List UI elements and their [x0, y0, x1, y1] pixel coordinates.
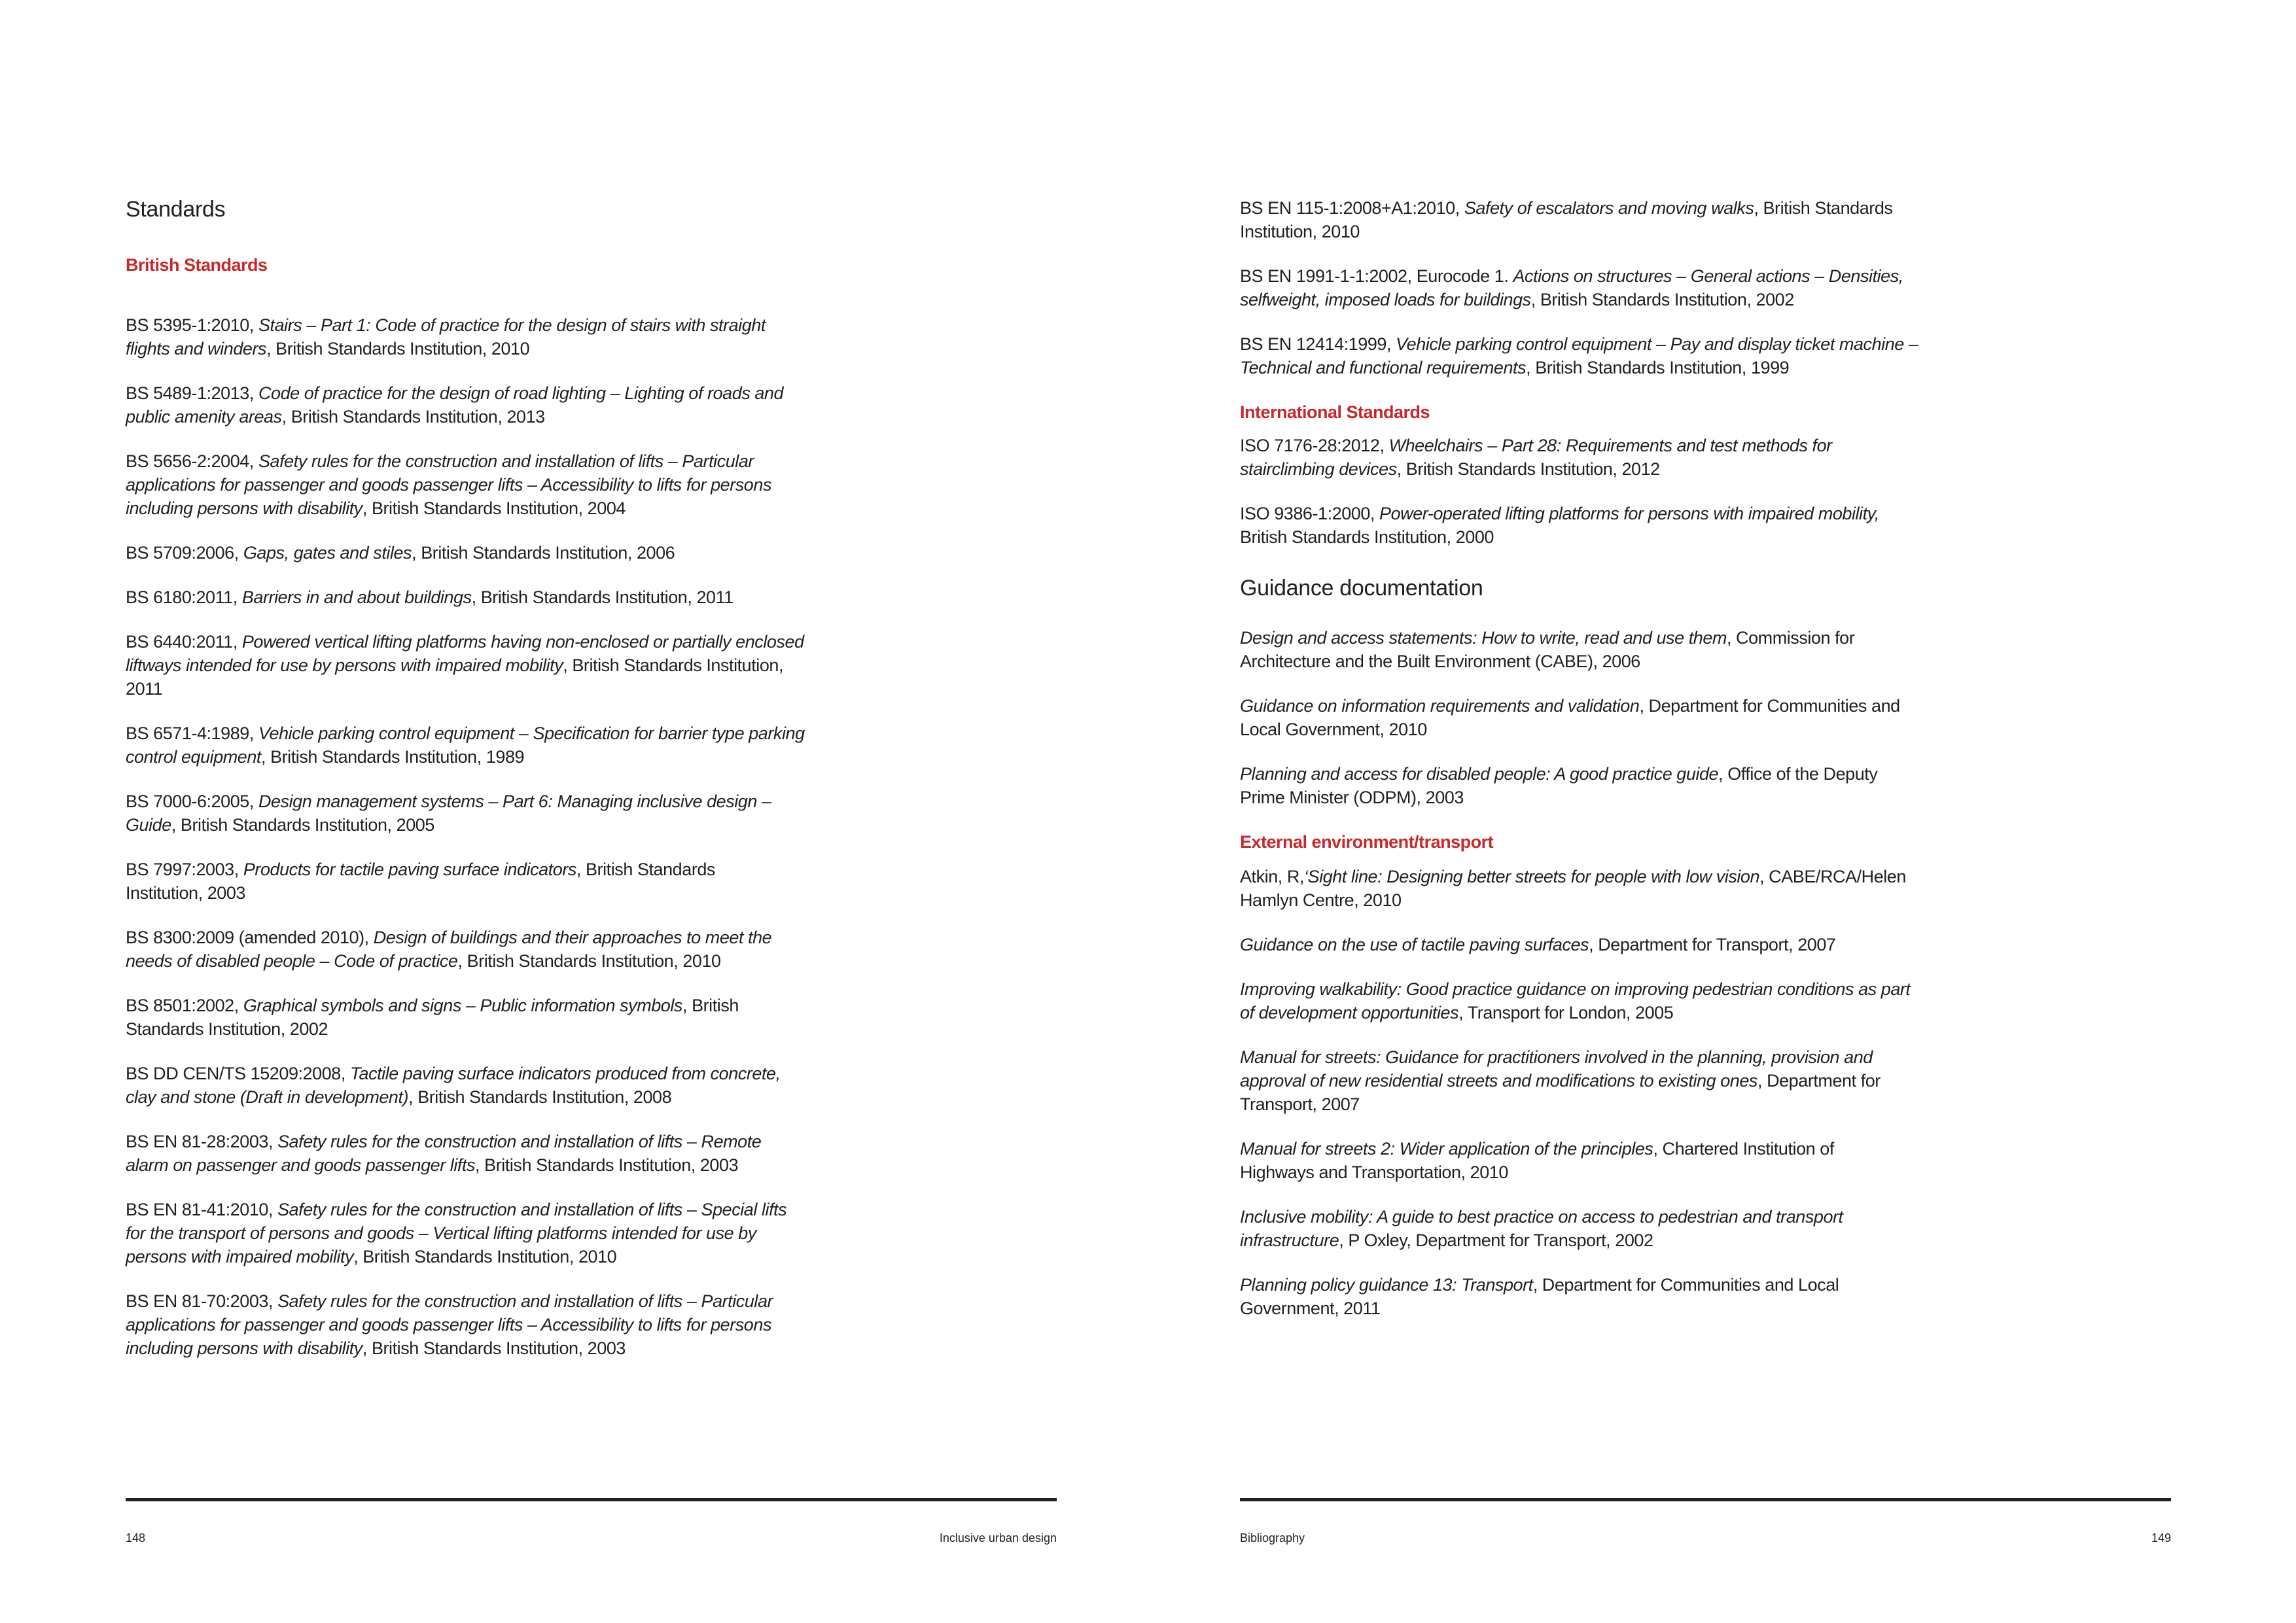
entry-line — [1240, 718, 2156, 741]
entry-line — [126, 1198, 1042, 1221]
entry-line — [126, 313, 1042, 337]
entry-line — [1240, 1297, 2156, 1320]
entry-text: BS 8501:2002, — [126, 996, 243, 1015]
international-standards-list — [1240, 434, 2156, 549]
entry-text: BS EN 115-1:2008+A1:2010, — [1240, 198, 1464, 218]
entry-title-italic: liftways intended for use by persons with impaired mobility — [126, 655, 563, 675]
entry-title-italic: applications for passenger and goods passenger lifts – Accessibility to lifts for persons — [126, 1315, 771, 1335]
entry-title-italic: Safety rules for the construction and installation of lifts – Special lifts — [277, 1200, 787, 1219]
entry-line — [126, 337, 1042, 360]
entry-line — [1240, 694, 2156, 718]
bibliography-entry — [1240, 977, 2156, 1024]
entry-line — [1240, 220, 2156, 243]
entry-text: , Department for Communities and — [1639, 696, 1900, 716]
entry-text: , British Standards Institution, 1989 — [260, 747, 525, 767]
entry-line — [126, 813, 1042, 837]
entry-text: , British Standards Institution, 2003 — [475, 1155, 739, 1175]
entry-line — [126, 1085, 1042, 1109]
entry-title-italic: Design of buildings and their approaches to meet the — [373, 928, 772, 947]
external-environment-list — [1240, 865, 2156, 1320]
entry-line — [1240, 264, 2156, 288]
entry-text: , British Standards Institution, 2010 — [353, 1247, 617, 1266]
entry-title-italic: Guide — [126, 815, 171, 835]
entry-line — [126, 1130, 1042, 1153]
entry-title-italic: Safety rules for the construction and installation of lifts – Remote — [277, 1132, 762, 1151]
entry-title-italic: Guidance on information requirements and validation — [1240, 696, 1640, 716]
entry-title-italic: Powered vertical lifting platforms having non-enclosed or partially enclosed — [241, 632, 804, 652]
entry-title-italic: clay and stone (Draft in development) — [126, 1087, 409, 1107]
entry-text: , Commission for — [1726, 628, 1855, 648]
entry-text: , Department for Communities and Local — [1532, 1275, 1839, 1295]
entry-line — [1240, 356, 2156, 379]
entry-title-italic: Code of practice for the design of road lighting – Lighting of roads and — [258, 383, 784, 403]
entry-title-italic: Manual for streets: Guidance for practitioners involved in the planning, provision and — [1240, 1047, 1873, 1067]
entry-title-italic: Products for tactile paving surface indicators — [243, 860, 576, 879]
entry-text: , British Standards Institution, 2008 — [408, 1087, 672, 1107]
entry-line — [126, 473, 1042, 497]
entry-title-italic: including persons with disability — [126, 1338, 362, 1358]
entry-text: BS EN 81-28:2003, — [126, 1132, 278, 1151]
entry-text: ISO 7176-28:2012, — [1240, 436, 1389, 455]
entry-line — [126, 630, 1042, 654]
entry-title-italic: Vehicle parking control equipment – Specification for barrier type parking — [258, 724, 805, 743]
entry-line — [126, 994, 1042, 1017]
entry-text: , British Standards — [1754, 198, 1893, 218]
bibliography-entry — [1240, 502, 2156, 549]
entry-text: Prime Minister (ODPM), 2003 — [1240, 788, 1464, 807]
bibliography-entry — [126, 449, 1042, 520]
footer-rule — [126, 1498, 1057, 1501]
running-footer-title: Inclusive urban design — [939, 1531, 1057, 1544]
entry-title-italic: Stairs – Part 1: Code of practice for the design of stairs with straight — [258, 315, 766, 335]
entry-title-italic: Improving walkability: Good practice guidance on improving pedestrian conditions as part — [1240, 979, 1911, 999]
entry-line — [126, 790, 1042, 813]
bibliography-entry — [126, 1062, 1042, 1109]
entry-text: , CABE/RCA/Helen — [1759, 867, 1906, 886]
entry-title-italic: flights and winders — [126, 339, 267, 358]
entry-text: BS 7997:2003, — [126, 860, 243, 879]
entry-line — [1240, 502, 2156, 525]
entry-line — [1240, 888, 2156, 912]
bibliography-entry — [1240, 865, 2156, 912]
entry-text: , Department for — [1757, 1071, 1881, 1091]
entry-line — [1240, 525, 2156, 549]
bibliography-entry — [1240, 1273, 2156, 1320]
entry-line — [1240, 1229, 2156, 1252]
entry-text: Institution, 2010 — [1240, 222, 1360, 241]
entry-title-italic: Inclusive mobility: A guide to best practice on access to pedestrian and transport — [1240, 1207, 1843, 1227]
entry-line — [126, 1221, 1042, 1245]
entry-title-italic: persons with impaired mobility — [126, 1247, 354, 1266]
entry-line — [126, 541, 1042, 565]
entry-line — [1240, 288, 2156, 311]
entry-line — [126, 1289, 1042, 1313]
entry-title-italic: Planning and access for disabled people: A good practice guide — [1240, 764, 1719, 784]
entry-text: Architecture and the Built Environment (CABE), 2006 — [1240, 652, 1640, 671]
bibliography-entry — [1240, 626, 2156, 673]
bibliography-entry — [126, 722, 1042, 769]
entry-line — [1240, 762, 2156, 786]
entry-title-italic: Guidance on the use of tactile paving surfaces — [1240, 935, 1589, 954]
bibliography-entry — [126, 1198, 1042, 1268]
entry-text: Institution, 2003 — [126, 883, 245, 903]
page-number: 148 — [126, 1531, 146, 1544]
entry-title-italic: Design management systems – Part 6: Managing inclusive design – — [258, 792, 771, 811]
bibliography-entry — [1240, 196, 2156, 243]
entry-line — [126, 1245, 1042, 1268]
right-page — [1148, 0, 2296, 1623]
bibliography-entry — [1240, 434, 2156, 481]
entry-text: Atkin, R, — [1240, 867, 1304, 886]
entry-line — [126, 585, 1042, 609]
entry-line — [1240, 933, 2156, 956]
entry-text: , British Standards Institution, 2003 — [362, 1338, 626, 1358]
entry-text: , British Standards Institution, 2010 — [457, 951, 721, 971]
entry-text: ISO 9386-1:2000, — [1240, 504, 1380, 523]
entry-line — [126, 1153, 1042, 1177]
entry-text: BS EN 1991-1-1:2002, Eurocode 1. — [1240, 266, 1513, 286]
entry-text: , British Standards Institution, 2013 — [281, 407, 545, 427]
entry-text: , British Standards Institution, 1999 — [1526, 358, 1790, 377]
entry-title-italic: of development opportunities — [1240, 1003, 1459, 1022]
subheading-international-standards: International Standards — [1240, 402, 1430, 422]
entry-title-italic: Safety rules for the construction and installation of lifts – Particular — [258, 451, 754, 471]
entry-line — [1240, 977, 2156, 1001]
entry-title-italic: Planning policy guidance 13: Transport — [1240, 1275, 1533, 1295]
entry-text: BS 8300:2009 (amended 2010), — [126, 928, 374, 947]
guidance-documentation-list — [1240, 626, 2156, 809]
bibliography-entry — [126, 790, 1042, 837]
entry-text: BS 5489-1:2013, — [126, 383, 258, 403]
entry-line — [1240, 786, 2156, 809]
entry-title-italic: alarm on passenger and goods passenger lifts — [126, 1155, 476, 1175]
entry-text: , British Standards Institution, 2011 — [471, 587, 733, 607]
entry-text: BS 5709:2006, — [126, 543, 243, 563]
entry-title-italic: Safety rules for the construction and installation of lifts – Particular — [277, 1291, 773, 1311]
bibliography-entry — [1240, 264, 2156, 311]
bibliography-entry — [126, 541, 1042, 565]
entry-text: , British Standards Institution, 2012 — [1396, 459, 1660, 479]
entry-line — [1240, 457, 2156, 481]
entry-text: Transport, 2007 — [1240, 1094, 1360, 1114]
bibliography-entry — [1240, 1137, 2156, 1184]
entry-title-italic: Actions on structures – General actions – Densities, — [1513, 266, 1903, 286]
entry-line — [1240, 196, 2156, 220]
entry-text: , British Standards Institution, 2002 — [1530, 290, 1794, 309]
entry-text: Standards Institution, 2002 — [126, 1019, 328, 1039]
entry-line — [1240, 1001, 2156, 1024]
entry-text: , British Standards — [576, 860, 715, 879]
right-column — [1240, 196, 2156, 1341]
entry-text: BS EN 81-70:2003, — [126, 1291, 278, 1311]
entry-text: BS EN 81-41:2010, — [126, 1200, 278, 1219]
entry-title-italic: applications for passenger and goods passenger lifts – Accessibility to lifts for persons — [126, 475, 771, 495]
entry-text: BS 5395-1:2010, — [126, 315, 258, 335]
entry-line — [126, 1062, 1042, 1085]
entry-title-italic: Vehicle parking control equipment – Pay and display ticket machine – — [1396, 334, 1918, 354]
section-heading-standards: Standards — [126, 197, 226, 222]
entry-text: BS 6180:2011, — [126, 587, 242, 607]
entry-title-italic: Manual for streets 2: Wider application of the principles — [1240, 1139, 1653, 1159]
entry-text: , British Standards Institution, 2010 — [266, 339, 530, 358]
entry-line — [1240, 434, 2156, 457]
bibliography-entry — [126, 630, 1042, 701]
entry-text: , Office of the Deputy — [1718, 764, 1878, 784]
entry-text: , Department for Transport, 2007 — [1589, 935, 1836, 954]
entry-text: , P Oxley, Department for Transport, 2002 — [1339, 1230, 1653, 1250]
entry-line — [1240, 1161, 2156, 1184]
entry-line — [126, 745, 1042, 769]
bibliography-entry — [126, 858, 1042, 905]
entry-line — [1240, 1092, 2156, 1116]
entry-text: Local Government, 2010 — [1240, 720, 1427, 739]
page-number: 149 — [2151, 1531, 2171, 1544]
entry-line — [126, 497, 1042, 520]
entry-text: BS 5656-2:2004, — [126, 451, 258, 471]
entry-title-italic: Power-operated lifting platforms for persons with impaired mobility, — [1379, 504, 1879, 523]
bibliography-entry — [126, 313, 1042, 360]
entry-title-italic: Design and access statements: How to write, read and use them — [1240, 628, 1727, 648]
entry-line — [126, 881, 1042, 905]
entry-line — [126, 381, 1042, 405]
bibliography-entry — [1240, 933, 2156, 956]
entry-line — [126, 722, 1042, 745]
entry-line — [1240, 1045, 2156, 1069]
entry-text: Highways and Transportation, 2010 — [1240, 1162, 1508, 1182]
running-footer-title: Bibliography — [1240, 1531, 1305, 1544]
entry-title-italic: control equipment — [126, 747, 261, 767]
entry-text: BS 7000-6:2005, — [126, 792, 258, 811]
entry-text: , British Standards Institution, 2004 — [362, 498, 626, 518]
entry-title-italic: needs of disabled people – Code of practice — [126, 951, 458, 971]
entry-title-italic: Safety of escalators and moving walks — [1464, 198, 1754, 218]
bibliography-entry — [1240, 762, 2156, 809]
entry-text: BS EN 12414:1999, — [1240, 334, 1396, 354]
entry-text: BS DD CEN/TS 15209:2008, — [126, 1064, 350, 1083]
entry-line — [1240, 626, 2156, 650]
entry-title-italic: stairclimbing devices — [1240, 459, 1397, 479]
bibliography-entry — [126, 926, 1042, 973]
bibliography-entry — [1240, 1205, 2156, 1252]
bibliography-entry — [126, 381, 1042, 428]
entry-line — [1240, 865, 2156, 888]
bibliography-entry — [1240, 332, 2156, 379]
entry-text: , Chartered Institution of — [1653, 1139, 1834, 1159]
entry-line — [126, 1336, 1042, 1360]
entry-text: , British Standards Institution, — [563, 655, 784, 675]
entry-line — [1240, 650, 2156, 673]
entry-title-italic: Gaps, gates and stiles — [243, 543, 412, 563]
entry-line — [126, 405, 1042, 428]
entry-line — [126, 949, 1042, 973]
entry-title-italic: approval of new residential streets and modifications to existing ones — [1240, 1071, 1757, 1091]
entry-title-italic: selfweight, imposed loads for buildings — [1240, 290, 1531, 309]
entry-title-italic: including persons with disability — [126, 498, 362, 518]
british-standards-list — [126, 313, 1042, 1360]
entry-title-italic: Barriers in and about buildings — [241, 587, 472, 607]
entry-text: British Standards Institution, 2000 — [1240, 527, 1494, 547]
entry-line — [1240, 1069, 2156, 1092]
entry-text: 2011 — [126, 679, 163, 699]
bibliography-entry — [1240, 1045, 2156, 1116]
bibliography-entry — [1240, 694, 2156, 741]
entry-text: Hamlyn Centre, 2010 — [1240, 890, 1402, 910]
entry-title-italic: public amenity areas — [126, 407, 282, 427]
entry-text: , British Standards Institution, 2005 — [171, 815, 434, 835]
entry-title-italic: Graphical symbols and signs – Public information symbols — [243, 996, 682, 1015]
entry-line — [126, 677, 1042, 701]
entry-title-italic: for the transport of persons and goods – Vertical lifting platforms intended for use by — [126, 1223, 756, 1243]
subheading-british-standards: British Standards — [126, 255, 268, 275]
entry-line — [126, 1313, 1042, 1336]
entry-line — [126, 858, 1042, 881]
entry-text: , British — [682, 996, 739, 1015]
bibliography-entry — [126, 1289, 1042, 1360]
entry-title-italic: infrastructure — [1240, 1230, 1339, 1250]
left-column — [126, 196, 1042, 1381]
entry-line — [1240, 1205, 2156, 1229]
british-standards-list-continued — [1240, 196, 2156, 379]
entry-title-italic: Technical and functional requirements — [1240, 358, 1527, 377]
entry-title-italic: Tactile paving surface indicators produced from concrete, — [349, 1064, 781, 1083]
subheading-external-environment-transport: External environment/transport — [1240, 832, 1494, 852]
entry-line — [1240, 1273, 2156, 1297]
entry-line — [126, 654, 1042, 677]
entry-text: , Transport for London, 2005 — [1458, 1003, 1674, 1022]
entry-text: , British Standards Institution, 2006 — [412, 543, 675, 563]
entry-line — [126, 1017, 1042, 1041]
bibliography-entry — [126, 585, 1042, 609]
bibliography-entry — [126, 994, 1042, 1041]
footer-rule — [1240, 1498, 2171, 1501]
entry-text: Government, 2011 — [1240, 1299, 1381, 1318]
entry-line — [1240, 1137, 2156, 1161]
entry-text: BS 6440:2011, — [126, 632, 242, 652]
entry-line — [126, 449, 1042, 473]
bibliography-entry — [126, 1130, 1042, 1177]
entry-title-italic: ‘Sight line: Designing better streets for people with low vision — [1303, 867, 1760, 886]
section-heading-guidance-documentation: Guidance documentation — [1240, 576, 1483, 601]
entry-text: BS 6571-4:1989, — [126, 724, 258, 743]
entry-line — [1240, 332, 2156, 356]
entry-title-italic: Wheelchairs – Part 28: Requirements and test methods for — [1388, 436, 1832, 455]
entry-line — [126, 926, 1042, 949]
